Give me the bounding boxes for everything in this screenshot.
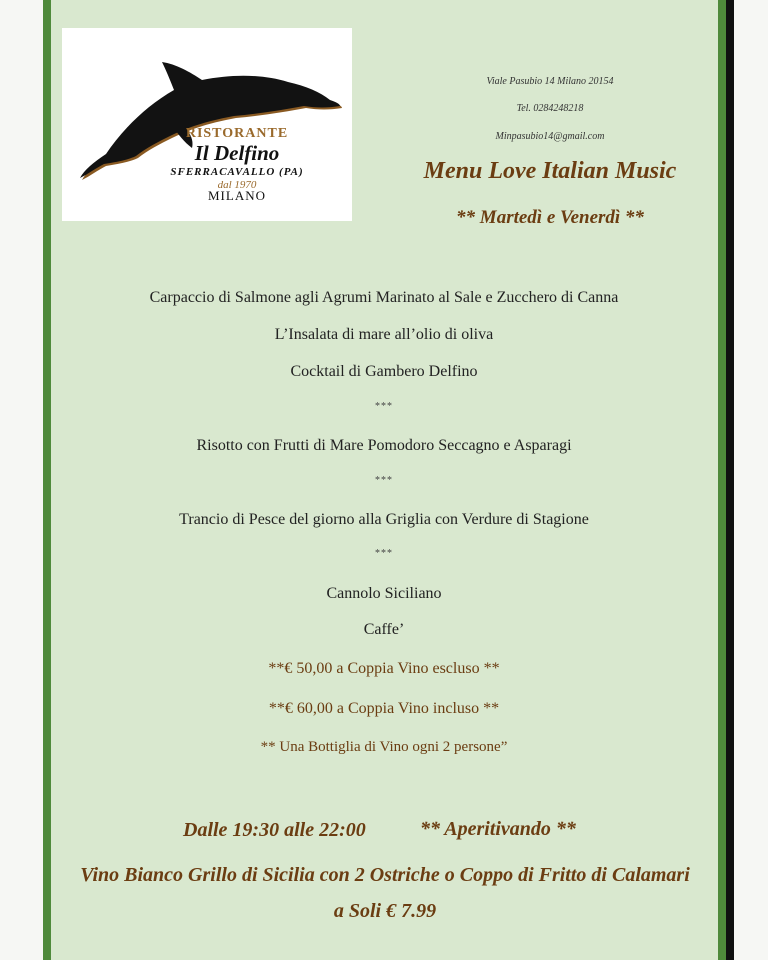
restaurant-logo [62,28,352,221]
contact-phone: Tel. 0284248218 [516,103,584,114]
menu-item-starter-3: Cocktail di Gambero Delfino [290,363,478,380]
aperitivo-offer: Vino Bianco Grillo di Sicilia con 2 Ostriche o Coppo di Fritto di Calamari [80,864,690,886]
menu-item-starter-2: L’Insalata di mare all’olio di oliva [274,326,494,343]
menu-title: Menu Love Italian Music [423,158,677,184]
logo-place-text: SFERRACAVALLO (PA) [170,166,304,178]
menu-item-dessert: Cannolo Siciliano [326,585,442,602]
course-separator: *** [375,475,393,486]
menu-days: ** Martedì e Venerdì ** [456,207,644,228]
price-wine-included: **€ 60,00 a Coppia Vino incluso ** [268,700,500,717]
price-wine-excluded: **€ 50,00 a Coppia Vino escluso ** [268,660,500,677]
logo-since-text: dal 1970 [217,179,257,191]
menu-item-first-course: Risotto con Frutti di Mare Pomodoro Seccagno e Asparagi [196,437,572,454]
course-separator: *** [375,401,393,412]
left-border-stripe [43,0,51,960]
menu-item-coffee: Caffe’ [363,621,405,638]
logo-ristorante-text: RISTORANTE [185,126,289,141]
logo-name-text: Il Delfino [194,141,280,165]
aperitivo-price: a Soli € 7.99 [333,900,437,922]
wine-note: ** Una Bottiglia di Vino ogni 2 persone” [260,739,508,755]
aperitivo-time: Dalle 19:30 alle 22:00 [183,819,366,841]
menu-item-main-course: Trancio di Pesce del giorno alla Griglia con Verdure di Stagione [179,511,589,528]
right-border-stripe-green [718,0,726,960]
logo-city-text: MILANO [208,188,266,203]
menu-item-starter-1: Carpaccio di Salmone agli Agrumi Marinato al Sale e Zucchero di Canna [149,289,619,306]
contact-address: Viale Pasubio 14 Milano 20154 [486,76,614,87]
contact-email[interactable]: Minpasubio14@gmail.com [495,131,605,142]
course-separator: *** [375,548,393,559]
aperitivo-label: ** Aperitivando ** [420,818,576,840]
right-border-stripe-black [726,0,734,960]
